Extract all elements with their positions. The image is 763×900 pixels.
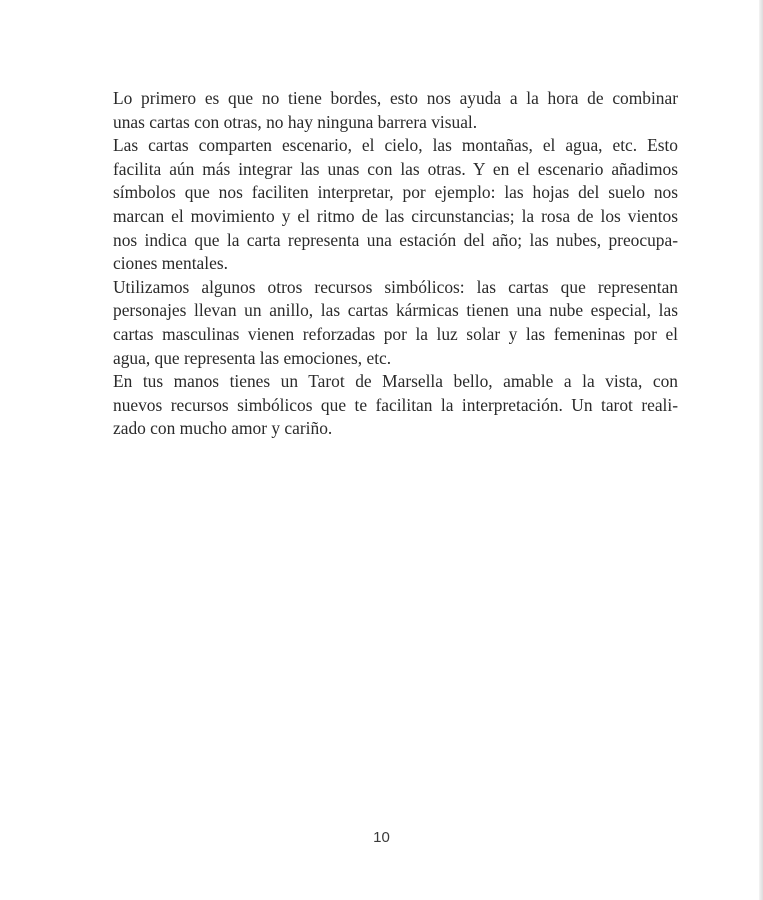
text-line: Las cartas comparten escenario, el cielo, las montañas, el agua, etc. Esto bbox=[113, 135, 678, 156]
text-line: Utilizamos algunos otros recursos simbólicos: las cartas que representan bbox=[113, 276, 678, 297]
text-line: personajes llevan un anillo, las cartas kármicas tienen una nube especial, las bbox=[113, 300, 678, 321]
text-line: agua, que representa las emociones, etc. bbox=[113, 347, 392, 368]
text-line: Lo primero es que no tiene bordes, esto nos ayuda a la hora de combinar bbox=[113, 88, 678, 108]
text-line: cartas masculinas vienen reforzadas por la luz solar y las femeninas por el bbox=[113, 323, 678, 344]
paragraph-2 bbox=[84, 134, 678, 276]
text-line: facilita aún más integrar las unas con las otras. Y en el escenario añadimos bbox=[113, 158, 678, 179]
page-edge-shadow bbox=[759, 0, 763, 900]
text-line: símbolos que nos faciliten interpretar, por ejemplo: las hojas del suelo nos bbox=[113, 182, 678, 203]
text-line: nuevos recursos simbólicos que te facilitan la interpretación. Un tarot reali- bbox=[113, 394, 678, 415]
text-line: marcan el movimiento y el ritmo de las circunstancias; la rosa de los vientos bbox=[113, 205, 678, 226]
body-text bbox=[84, 87, 678, 441]
text-line: En tus manos tienes un Tarot de Marsella bello, amable a la vista, con bbox=[113, 371, 678, 392]
paragraph-3 bbox=[84, 276, 678, 370]
paragraph-1 bbox=[84, 87, 678, 134]
text-line: zado con mucho amor y cariño. bbox=[113, 418, 333, 439]
text-line: ciones mentales. bbox=[113, 253, 228, 274]
text-line: unas cartas con otras, no hay ninguna barrera visual. bbox=[113, 111, 478, 132]
text-line: nos indica que la carta representa una estación del año; las nubes, preocupa- bbox=[113, 229, 678, 250]
paragraph-4 bbox=[84, 370, 678, 441]
page-number: 10 bbox=[373, 829, 390, 846]
